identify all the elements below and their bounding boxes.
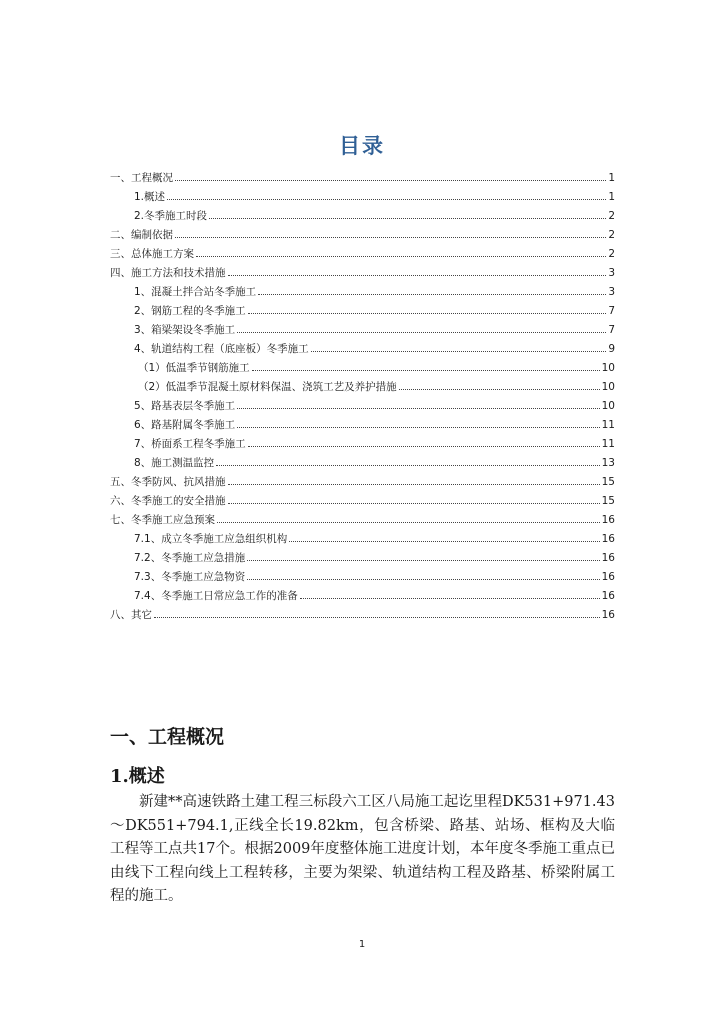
toc-entry[interactable] bbox=[110, 203, 615, 222]
toc-entry-text: 7.2、冬季施工应急措施 bbox=[134, 552, 246, 564]
toc-entry-text: 7.4、冬季施工日常应急工作的准备 bbox=[134, 590, 298, 602]
toc-dot-leader bbox=[175, 179, 606, 181]
toc-entry-page: 10 bbox=[601, 400, 615, 412]
toc-entry-page: 15 bbox=[601, 495, 615, 507]
toc-entry[interactable] bbox=[110, 564, 615, 583]
toc-entry-text: 2、钢筋工程的冬季施工 bbox=[134, 305, 246, 317]
toc-entry-text: 七、冬季施工应急预案 bbox=[110, 514, 215, 526]
toc-entry[interactable] bbox=[110, 526, 615, 545]
toc-entry[interactable] bbox=[110, 279, 615, 298]
toc-entry[interactable] bbox=[110, 431, 615, 450]
toc-entry[interactable] bbox=[110, 241, 615, 260]
toc-entry[interactable] bbox=[110, 260, 615, 279]
toc-entry[interactable] bbox=[110, 602, 615, 621]
toc-entry-page: 3 bbox=[608, 286, 615, 298]
toc-dot-leader bbox=[248, 312, 607, 314]
toc-entry-page: 10 bbox=[601, 381, 615, 393]
toc-entry-page: 1 bbox=[608, 191, 615, 203]
toc-entry-page: 16 bbox=[601, 609, 615, 621]
toc-dot-leader bbox=[258, 293, 606, 295]
toc-entry-text: 5、路基表层冬季施工 bbox=[134, 400, 236, 412]
toc-entry-page: 13 bbox=[601, 457, 615, 469]
toc-dot-leader bbox=[248, 445, 600, 447]
toc-dot-leader bbox=[237, 331, 606, 333]
toc-entry[interactable] bbox=[110, 374, 615, 393]
toc-entry-page: 1 bbox=[608, 172, 615, 184]
toc-entry[interactable] bbox=[110, 450, 615, 469]
toc-entry-page: 16 bbox=[601, 552, 615, 564]
toc-entry-text: 五、冬季防风、抗风措施 bbox=[110, 476, 226, 488]
toc-dot-leader bbox=[228, 274, 607, 276]
toc-entry-text: 1.概述 bbox=[134, 191, 166, 203]
toc-entry-page: 16 bbox=[601, 533, 615, 545]
toc-dot-leader bbox=[252, 369, 600, 371]
toc-dot-leader bbox=[167, 198, 606, 200]
toc-entry-text: （1）低温季节钢筋施工 bbox=[138, 362, 250, 374]
toc-entry-text: （2）低温季节混凝土原材料保温、浇筑工艺及养护措施 bbox=[138, 381, 397, 393]
toc-entry[interactable] bbox=[110, 317, 615, 336]
subsection-heading: 1.概述 bbox=[110, 766, 165, 787]
toc-entry-page: 2 bbox=[608, 248, 615, 260]
table-of-contents bbox=[110, 165, 615, 621]
toc-dot-leader bbox=[154, 616, 600, 618]
toc-entry[interactable] bbox=[110, 222, 615, 241]
toc-entry[interactable] bbox=[110, 393, 615, 412]
toc-entry-page: 11 bbox=[601, 438, 615, 450]
toc-entry-text: 二、编制依据 bbox=[110, 229, 173, 241]
toc-entry-text: 八、其它 bbox=[110, 609, 152, 621]
toc-title: 目录 bbox=[339, 134, 385, 158]
toc-dot-leader bbox=[399, 388, 600, 390]
overview-paragraph: 新建**高速铁路土建工程三标段六工区八局施工起讫里程DK531+971.43～DK551+794.1,正线全长19.82km，包含桥梁、路基、站场、框构及大临工程等工点共17个。根据2009年度整体施工进度计划，本年度冬季施工重点已由线下工程向线上工程转移，主要为架梁、轨道结构工程及路基、桥梁附属工程的施工。 bbox=[110, 794, 615, 904]
toc-entry-text: 一、工程概况 bbox=[110, 172, 173, 184]
toc-entry-page: 15 bbox=[601, 476, 615, 488]
toc-entry-page: 16 bbox=[601, 590, 615, 602]
toc-entry-text: 四、施工方法和技术措施 bbox=[110, 267, 226, 279]
toc-entry-text: 1、混凝土拌合站冬季施工 bbox=[134, 286, 257, 298]
toc-entry-text: 7.3、冬季施工应急物资 bbox=[134, 571, 246, 583]
toc-dot-leader bbox=[209, 217, 606, 219]
toc-entry-page: 2 bbox=[608, 210, 615, 222]
toc-dot-leader bbox=[175, 236, 606, 238]
toc-entry[interactable] bbox=[110, 355, 615, 374]
section-heading: 一、工程概况 bbox=[110, 726, 225, 748]
toc-entry-text: 6、路基附属冬季施工 bbox=[134, 419, 236, 431]
toc-entry-page: 9 bbox=[608, 343, 615, 355]
toc-dot-leader bbox=[228, 483, 600, 485]
page-number: 1 bbox=[358, 939, 366, 950]
toc-entry-page: 7 bbox=[608, 324, 615, 336]
toc-entry-text: 7.1、成立冬季施工应急组织机构 bbox=[134, 533, 288, 545]
toc-dot-leader bbox=[217, 521, 600, 523]
toc-entry[interactable] bbox=[110, 583, 615, 602]
toc-entry[interactable] bbox=[110, 298, 615, 317]
toc-dot-leader bbox=[247, 559, 599, 561]
toc-entry-text: 3、箱梁架设冬季施工 bbox=[134, 324, 236, 336]
toc-entry-text: 8、施工测温监控 bbox=[134, 457, 215, 469]
toc-entry-page: 10 bbox=[601, 362, 615, 374]
toc-entry-text: 7、桥面系工程冬季施工 bbox=[134, 438, 246, 450]
toc-entry[interactable] bbox=[110, 336, 615, 355]
toc-entry-page: 11 bbox=[601, 419, 615, 431]
toc-dot-leader bbox=[196, 255, 606, 257]
toc-dot-leader bbox=[311, 350, 607, 352]
toc-entry-page: 2 bbox=[608, 229, 615, 241]
toc-entry-page: 16 bbox=[601, 571, 615, 583]
toc-entry[interactable] bbox=[110, 507, 615, 526]
toc-dot-leader bbox=[247, 578, 599, 580]
toc-entry[interactable] bbox=[110, 412, 615, 431]
toc-entry[interactable] bbox=[110, 488, 615, 507]
toc-entry-text: 三、总体施工方案 bbox=[110, 248, 194, 260]
toc-entry-page: 3 bbox=[608, 267, 615, 279]
toc-entry[interactable] bbox=[110, 545, 615, 564]
toc-entry-text: 4、轨道结构工程（底座板）冬季施工 bbox=[134, 343, 309, 355]
toc-entry-page: 16 bbox=[601, 514, 615, 526]
toc-dot-leader bbox=[237, 407, 599, 409]
toc-dot-leader bbox=[228, 502, 600, 504]
toc-dot-leader bbox=[237, 426, 599, 428]
toc-dot-leader bbox=[300, 597, 600, 599]
toc-entry-text: 2.冬季施工时段 bbox=[134, 210, 208, 222]
toc-entry[interactable] bbox=[110, 184, 615, 203]
toc-entry[interactable] bbox=[110, 165, 615, 184]
toc-entry-text: 六、冬季施工的安全措施 bbox=[110, 495, 226, 507]
toc-entry[interactable] bbox=[110, 469, 615, 488]
toc-entry-page: 7 bbox=[608, 305, 615, 317]
toc-dot-leader bbox=[289, 540, 599, 542]
toc-dot-leader bbox=[216, 464, 599, 466]
